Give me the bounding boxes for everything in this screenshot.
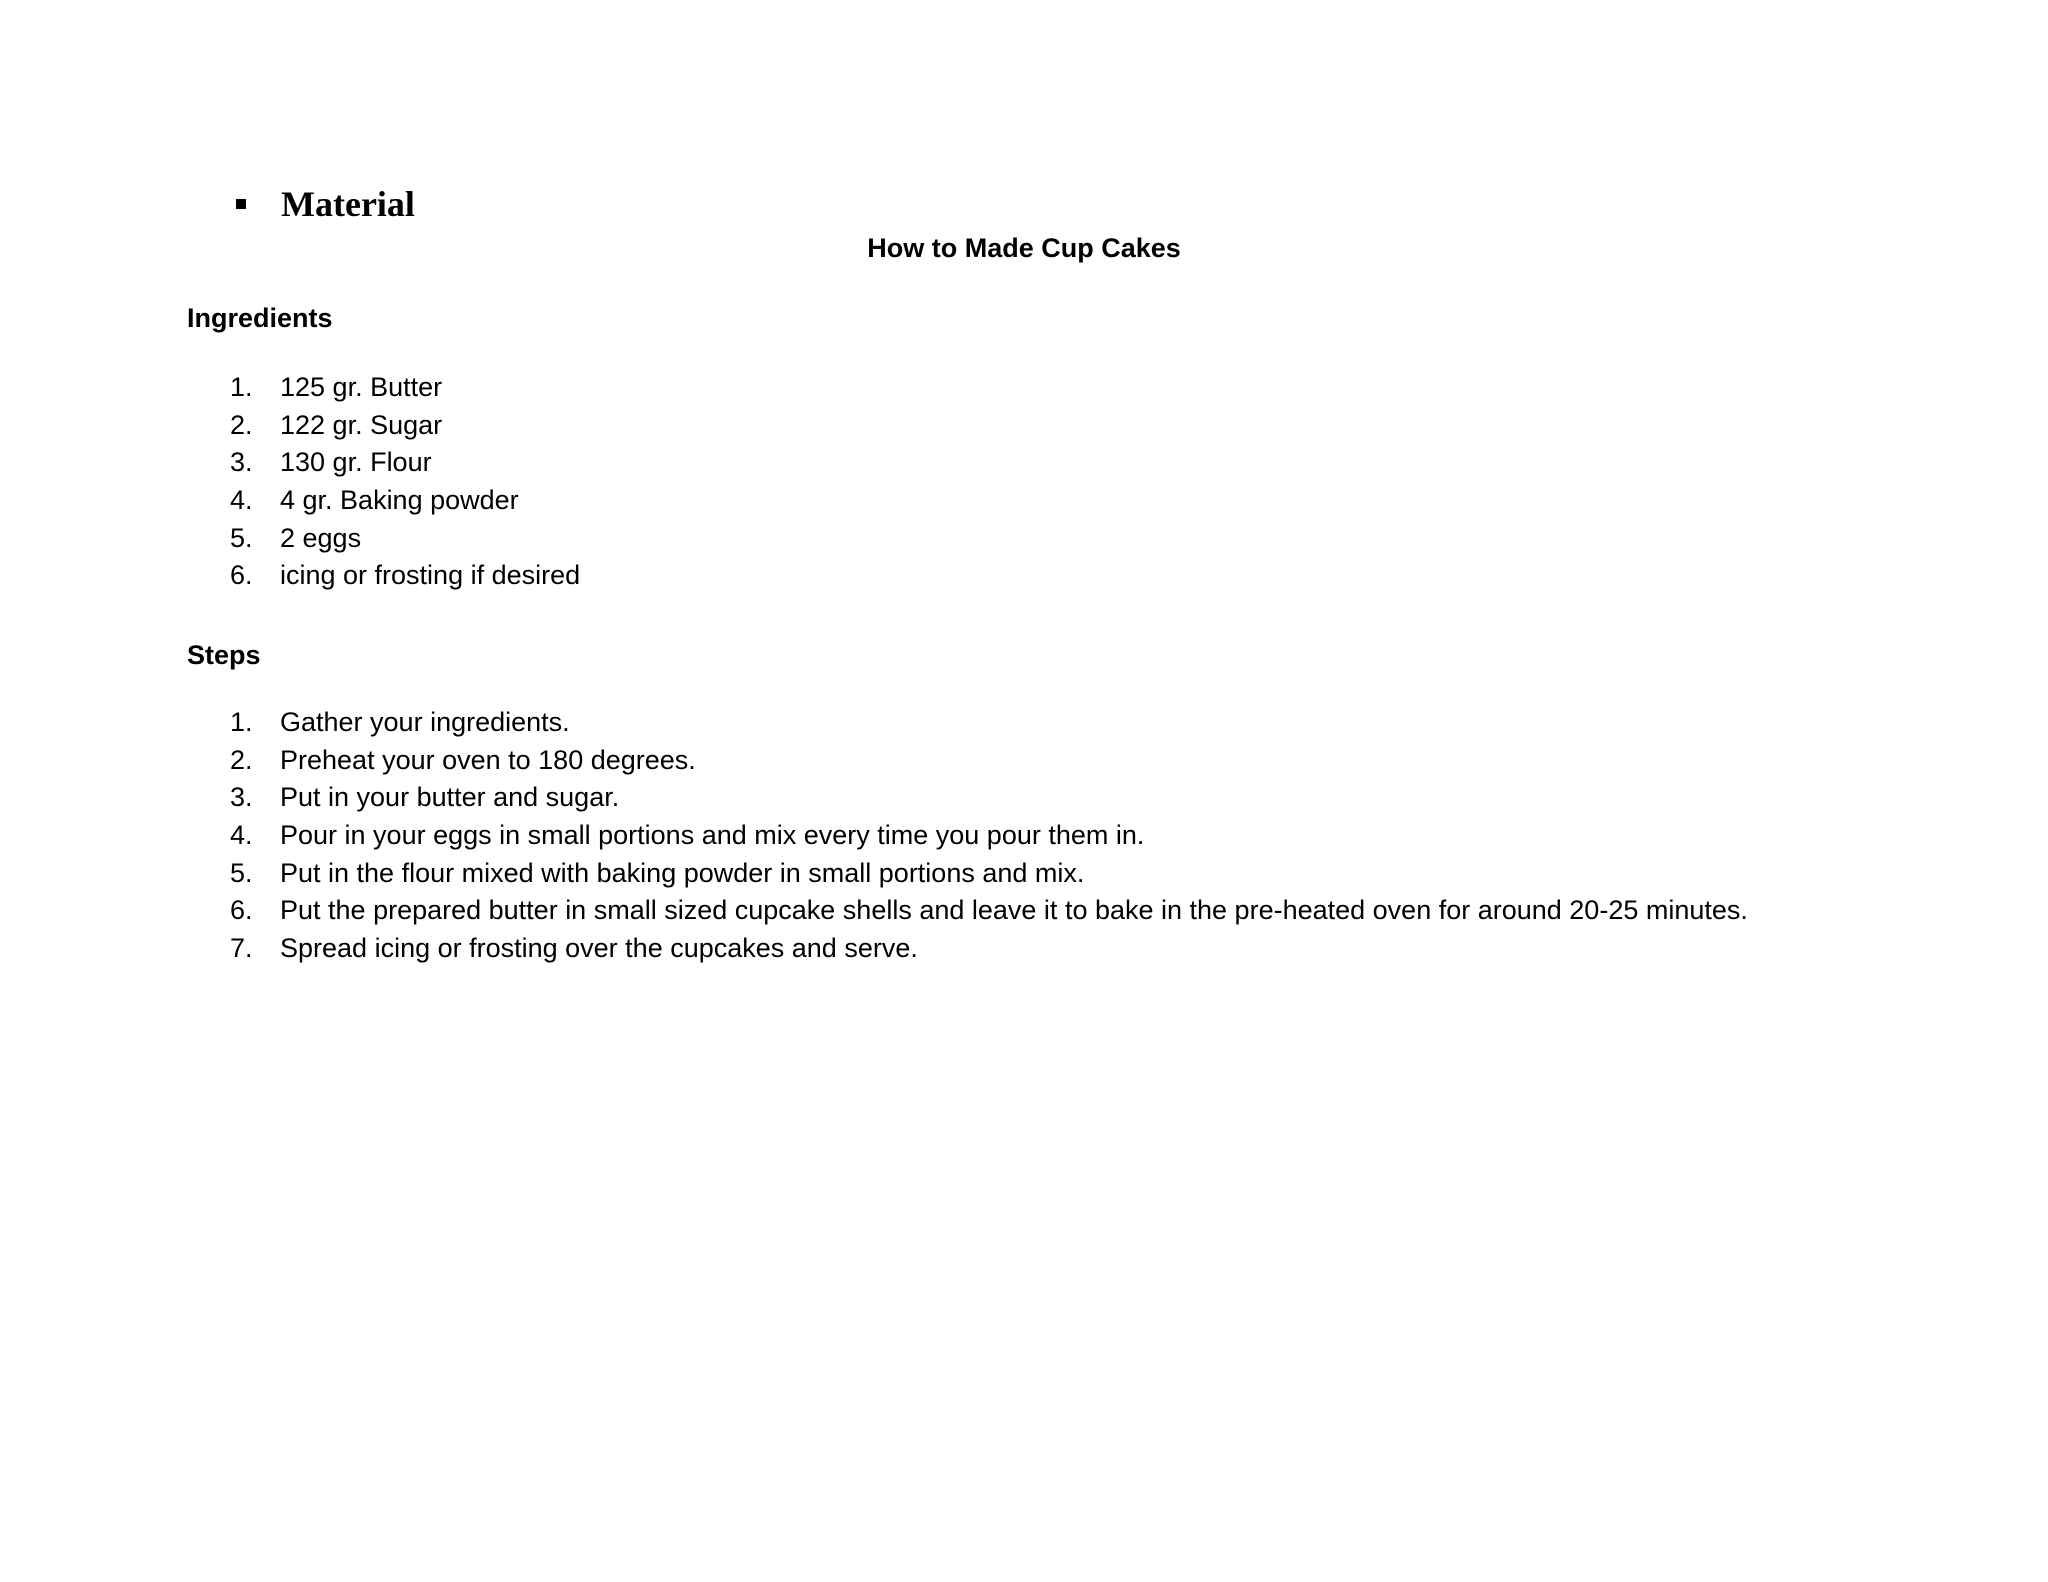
step-item — [230, 742, 1748, 780]
steps-heading: Steps — [187, 640, 261, 670]
ingredient-item — [230, 407, 580, 445]
ingredient-item — [230, 482, 580, 520]
steps-list — [230, 704, 1748, 968]
step-text: Put in the flour mixed with baking powder in small portions and mix. — [280, 857, 1085, 888]
ingredient-item — [230, 369, 580, 407]
list-number: 1. — [230, 707, 253, 737]
step-text: Preheat your oven to 180 degrees. — [280, 744, 696, 775]
list-number: 2. — [230, 409, 253, 440]
list-number: 1. — [230, 372, 253, 402]
ingredient-text: 4 gr. Baking powder — [280, 485, 519, 516]
step-text: Pour in your eggs in small portions and mix every time you pour them in. — [280, 820, 1145, 851]
ingredient-item — [230, 444, 580, 482]
step-text: Gather your ingredients. — [280, 707, 570, 737]
square-bullet-icon — [236, 199, 246, 209]
ingredient-text: 125 gr. Butter — [280, 372, 443, 402]
ingredient-text: icing or frosting if desired — [280, 560, 581, 591]
step-item — [230, 704, 1748, 742]
list-number: 4. — [230, 820, 253, 851]
list-number: 6. — [230, 560, 253, 591]
ingredient-text: 2 eggs — [280, 522, 362, 553]
step-text: Put in your butter and sugar. — [280, 782, 620, 813]
step-text: Spread icing or frosting over the cupcakes and serve. — [280, 933, 918, 964]
ingredients-heading: Ingredients — [187, 303, 333, 333]
step-item — [230, 930, 1748, 968]
list-number: 5. — [230, 522, 253, 553]
list-number: 6. — [230, 895, 253, 926]
document-title: How to Made Cup Cakes — [867, 233, 1181, 263]
list-number: 4. — [230, 485, 253, 516]
ingredient-text: 130 gr. Flour — [280, 447, 432, 478]
step-text: Put the prepared butter in small sized cupcake shells and leave it to bake in the pre-heated oven for around 20-25 minutes. — [280, 895, 1748, 926]
step-item — [230, 779, 1748, 817]
ingredient-item — [230, 520, 580, 558]
list-number: 7. — [230, 933, 253, 964]
section-heading — [236, 182, 415, 226]
ingredients-list — [230, 369, 580, 595]
list-number: 2. — [230, 744, 253, 775]
step-item — [230, 855, 1748, 893]
step-item — [230, 817, 1748, 855]
ingredient-text: 122 gr. Sugar — [280, 409, 443, 440]
list-number: 3. — [230, 447, 253, 478]
ingredient-item — [230, 557, 580, 595]
step-item — [230, 892, 1748, 930]
list-number: 5. — [230, 857, 253, 888]
section-heading-text: Material — [281, 184, 415, 224]
list-number: 3. — [230, 782, 253, 813]
